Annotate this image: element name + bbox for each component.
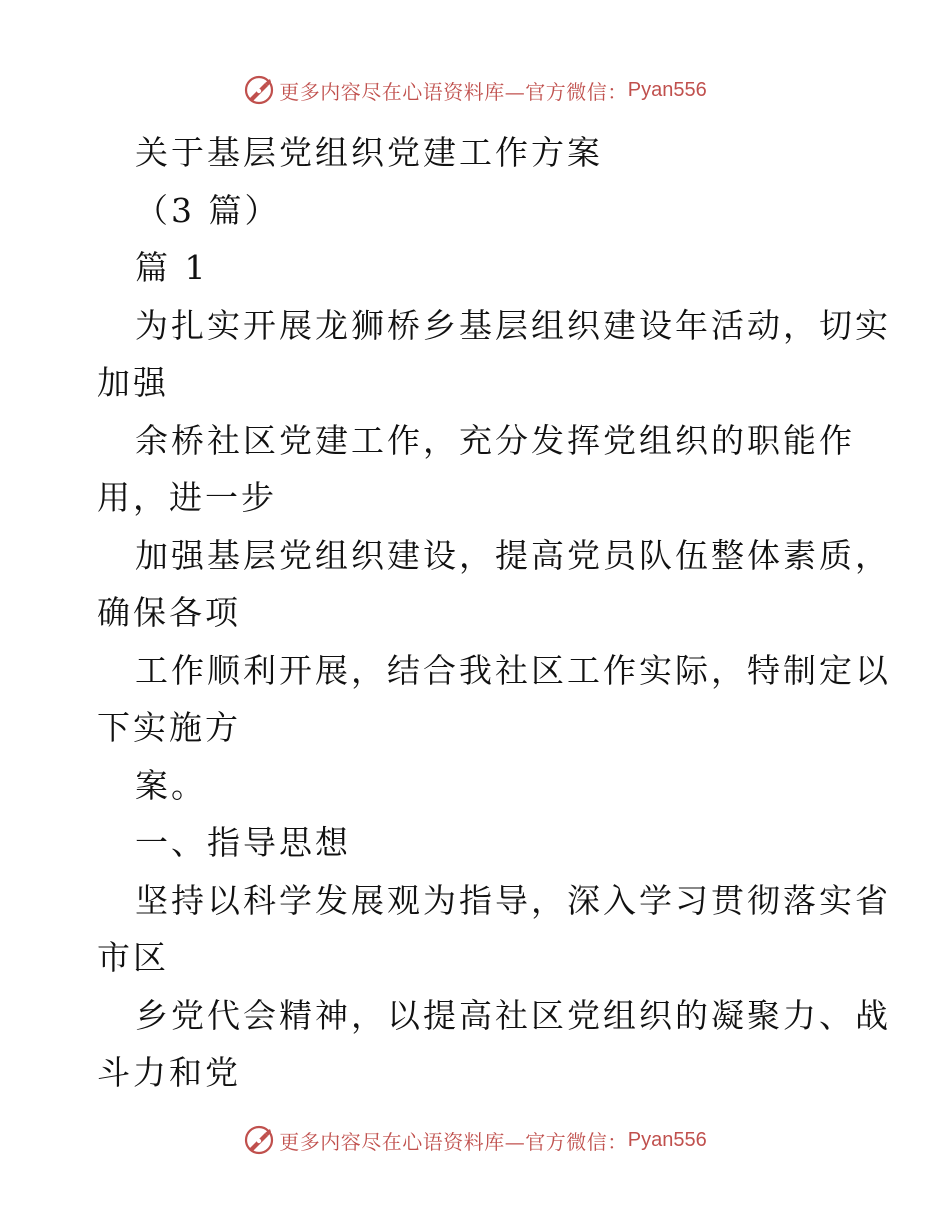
document-body (97, 124, 891, 1102)
paragraph-line: 加强基层党组织建设，提高党员队伍整体素质， (135, 535, 891, 575)
section-heading: 一、指导思想 (135, 823, 351, 862)
footer-banner (0, 1120, 950, 1160)
header-banner (0, 70, 950, 110)
paragraph-line: 余桥社区党建工作，充分发挥党组织的职能作 (135, 420, 855, 460)
paragraph-line: 案。 (135, 765, 207, 805)
paragraph-line: 市区 (97, 938, 169, 977)
paragraph-line: 为扎实开展龙狮桥乡基层组织建设年活动，切实 (135, 305, 891, 345)
document-title: 关于基层党组织党建工作方案 (135, 133, 603, 172)
quill-pen-logo-icon (243, 74, 275, 106)
banner-wechat-id: Pyan556 (627, 78, 707, 101)
paragraph-line: 下实施方 (97, 708, 241, 747)
paragraph-line: 乡党代会精神，以提高社区党组织的凝聚力、战 (135, 995, 891, 1035)
paragraph-line: 斗力和党 (97, 1053, 241, 1092)
paragraph-line: 工作顺利开展，结合我社区工作实际，特制定以 (135, 650, 891, 690)
banner-text: 更多内容尽在心语资料库—官方微信： (279, 79, 628, 104)
paragraph-line: 确保各项 (97, 593, 241, 632)
banner-text: 更多内容尽在心语资料库—官方微信： (279, 1129, 628, 1154)
banner-wechat-id: Pyan556 (627, 1128, 707, 1151)
section-label: 篇 1 (135, 248, 209, 287)
paragraph-line: 用，进一步 (97, 478, 277, 517)
paragraph-line: 坚持以科学发展观为指导，深入学习贯彻落实省 (135, 880, 891, 920)
quill-pen-logo-icon (243, 1124, 275, 1156)
paragraph-line: 加强 (97, 363, 169, 402)
document-subtitle: （3 篇） (135, 190, 281, 230)
